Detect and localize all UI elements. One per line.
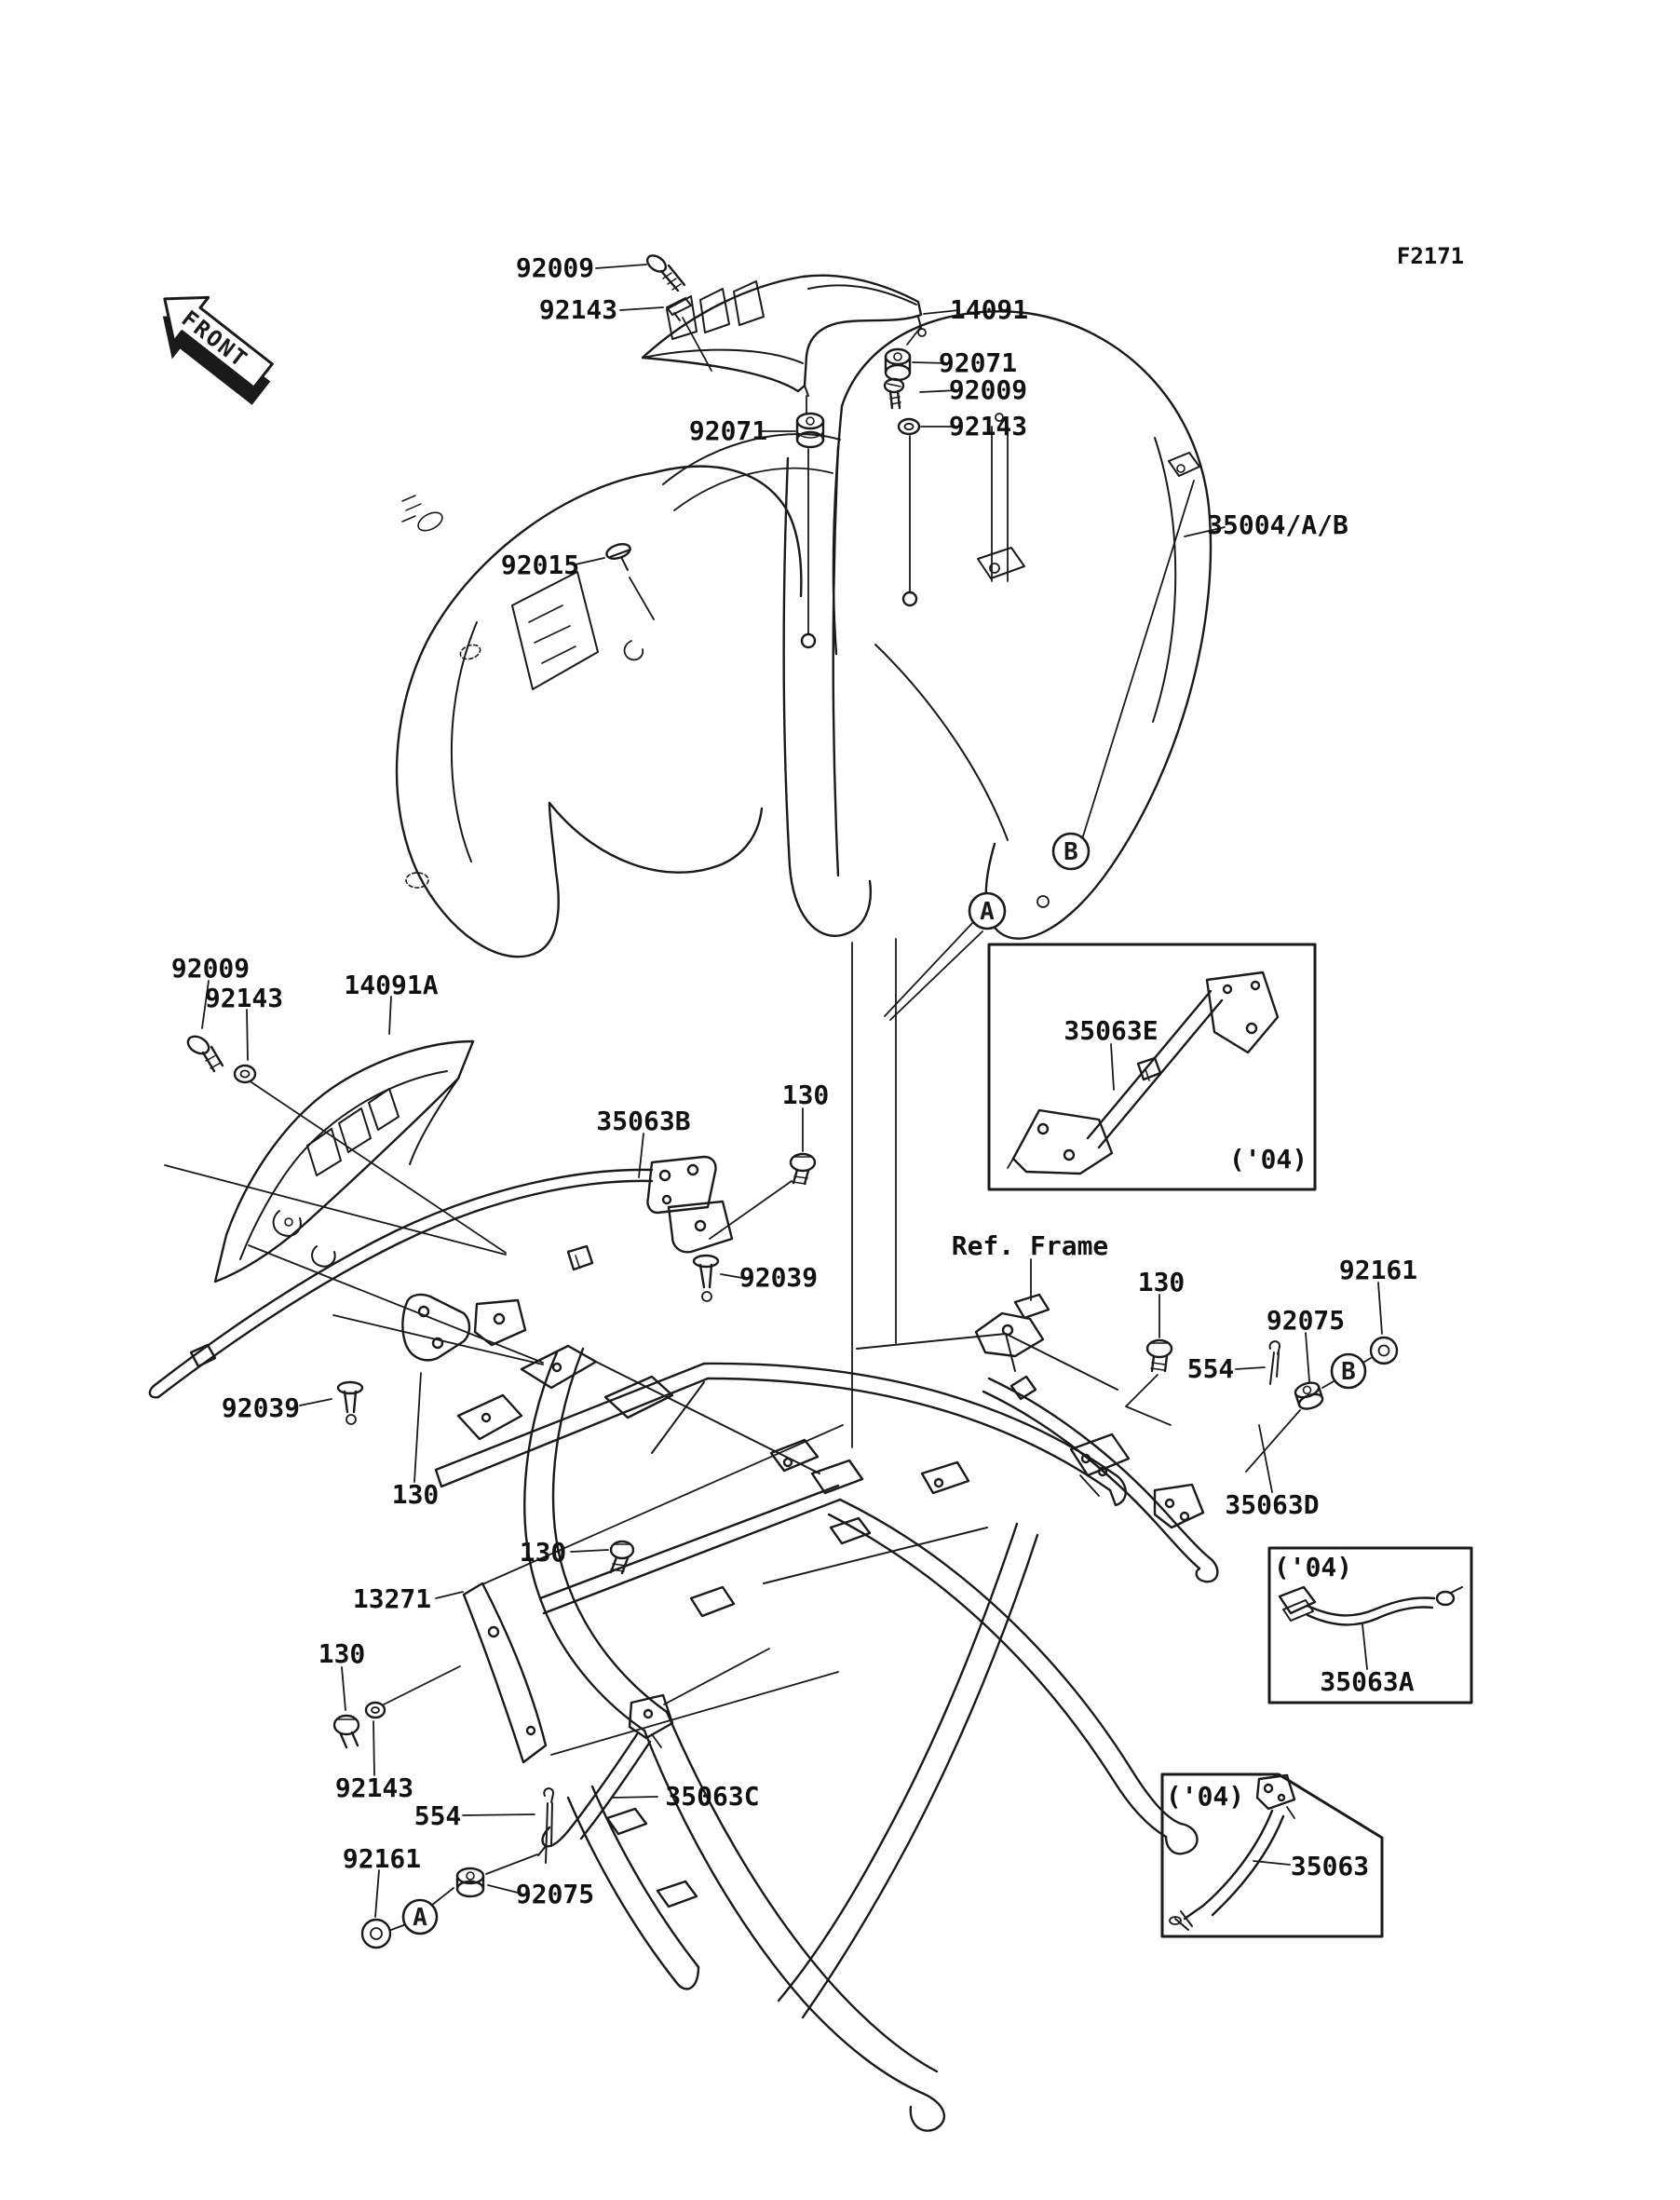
detail-circle-a-bottom-letter: A bbox=[413, 1904, 427, 1932]
part-label-92161-left: 92161 bbox=[342, 1843, 422, 1874]
part-label-92009-top: 92009 bbox=[515, 252, 595, 283]
year-note-35063E: ('04) bbox=[1228, 1144, 1308, 1175]
top-cover-14091-drawing bbox=[643, 276, 926, 396]
part-label-92071-right: 92071 bbox=[938, 347, 1018, 378]
part-label-13271: 13271 bbox=[352, 1583, 432, 1614]
part-label-130-left-upper: 130 bbox=[391, 1479, 440, 1510]
part-label-554-right: 554 bbox=[1186, 1353, 1235, 1384]
part-label-35063: 35063 bbox=[1290, 1851, 1370, 1881]
year-note-35063: ('04) bbox=[1165, 1781, 1245, 1812]
detail-circle-b-top-letter: B bbox=[1064, 838, 1078, 866]
part-label-35063A: 35063A bbox=[1320, 1666, 1415, 1697]
part-label-92075-right: 92075 bbox=[1266, 1305, 1346, 1336]
part-label-35004: 35004/A/B bbox=[1207, 509, 1348, 540]
part-label-92039-right: 92039 bbox=[738, 1262, 819, 1293]
part-label-92075-left: 92075 bbox=[515, 1879, 595, 1909]
part-label-92143-side: 92143 bbox=[204, 983, 284, 1013]
figure-code: F2171 bbox=[1396, 243, 1465, 269]
leader-lines bbox=[165, 265, 1382, 1930]
frame-drawing bbox=[436, 1295, 1198, 2131]
part-label-554-left: 554 bbox=[413, 1800, 462, 1831]
part-label-130-upper: 130 bbox=[781, 1080, 830, 1110]
front-fender-35004-drawing bbox=[397, 311, 1211, 957]
part-label-35063E: 35063E bbox=[1064, 1015, 1158, 1046]
part-label-92039-left: 92039 bbox=[221, 1392, 301, 1423]
part-label-92071-left: 92071 bbox=[688, 415, 768, 446]
part-label-130-left-lower: 130 bbox=[318, 1638, 366, 1669]
bracket-35063B-drawing bbox=[150, 1154, 815, 1424]
part-label-14091A: 14091A bbox=[344, 970, 439, 1000]
part-label-92015: 92015 bbox=[500, 550, 580, 580]
bar-35063D-drawing bbox=[983, 1377, 1217, 1582]
detail-circle-b-right-letter: B bbox=[1341, 1358, 1356, 1386]
part-label-35063C: 35063C bbox=[665, 1781, 760, 1812]
year-note-35063A: ('04) bbox=[1273, 1552, 1353, 1582]
part-label-92143-right: 92143 bbox=[948, 411, 1028, 441]
part-label-92009-side: 92009 bbox=[170, 953, 251, 984]
plate-13271-drawing bbox=[464, 1583, 546, 1762]
part-label-92143-lower: 92143 bbox=[334, 1772, 414, 1803]
part-label-35063B: 35063B bbox=[596, 1106, 691, 1136]
part-label-92009-right: 92009 bbox=[948, 374, 1028, 405]
part-label-92143-top: 92143 bbox=[538, 294, 618, 325]
part-label-130-frame-right: 130 bbox=[1137, 1267, 1185, 1297]
part-label-ref-frame: Ref. Frame bbox=[951, 1230, 1109, 1261]
side-cover-14091A-drawing bbox=[185, 1033, 473, 1282]
bar-35063C-drawing bbox=[538, 1695, 672, 1855]
front-arrow-text: FRONT bbox=[176, 305, 253, 373]
part-label-130-left-mid: 130 bbox=[519, 1537, 567, 1568]
part-label-14091: 14091 bbox=[949, 294, 1029, 325]
top-fasteners-drawing bbox=[604, 252, 919, 570]
part-label-92161-right: 92161 bbox=[1338, 1255, 1418, 1285]
part-label-35063D: 35063D bbox=[1225, 1489, 1320, 1520]
front-arrow-icon bbox=[139, 277, 288, 415]
detail-circle-a-top-letter: A bbox=[980, 898, 995, 926]
